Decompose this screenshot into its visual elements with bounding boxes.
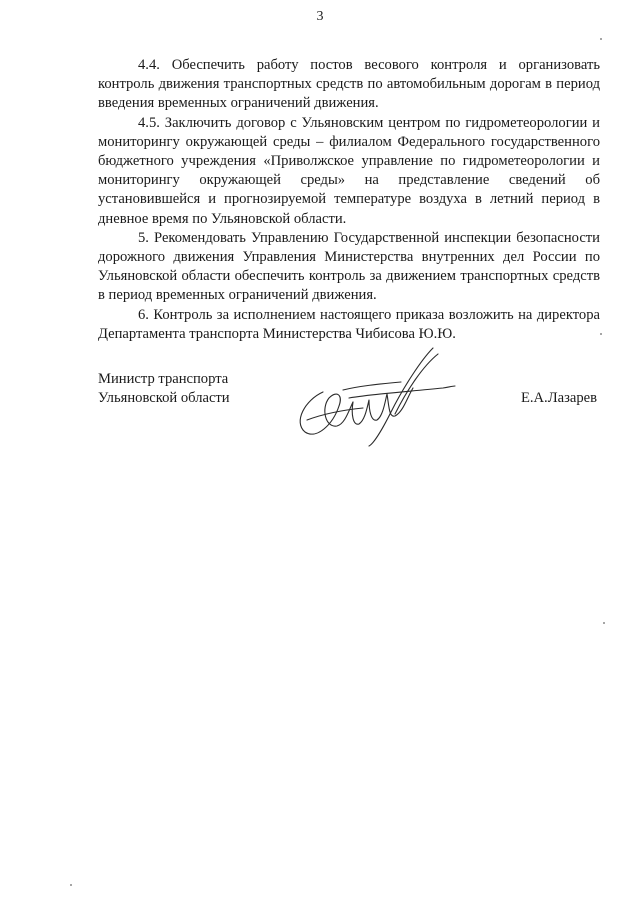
- signature-block: [98, 370, 600, 460]
- handwritten-signature: [283, 340, 463, 450]
- paragraph-4-4: 4.4. Обеспечить работу постов весового контроля и организовать контроль движения транспортных средств по автомобильным дорогам в период введения временных ограничений движения.: [98, 57, 600, 112]
- signer-position-line-1: Министр транспорта: [98, 371, 229, 387]
- document-body: [98, 56, 600, 344]
- paragraph-5: 5. Рекомендовать Управлению Государственной инспекции безопасности дорожного движения Управления Министерства внутренних дел России по Ульяновской области обеспечить контроль за движением транспортных средств в период временных ограничений движения.: [98, 229, 600, 304]
- paragraph-6: 6. Контроль за исполнением настоящего приказа возложить на директора Департамента транспорта Министерства Чибисова Ю.Ю.: [98, 306, 600, 342]
- signer-name: Е.А.Лазарев: [520, 390, 597, 406]
- paragraph-4-5: 4.5. Заключить договор с Ульяновским центром по гидрометеорологии и мониторингу окружающей среды – филиалом Федерального государственного бюджетного учреждения «Приволжское управление по гидрометеорологии и мониторингу окружающей среды» на представление сведений об установившейся и прогнозируемой температуре воздуха в летний период в дневное время по Ульяновской области.: [98, 114, 600, 227]
- scan-speck: [600, 38, 602, 40]
- scan-speck: [70, 884, 72, 886]
- signer-position-line-2: Ульяновской области: [98, 390, 230, 407]
- scan-speck: [600, 333, 602, 335]
- scan-speck: [603, 622, 605, 624]
- signer-position: [98, 370, 230, 408]
- page-number: 3: [316, 9, 324, 24]
